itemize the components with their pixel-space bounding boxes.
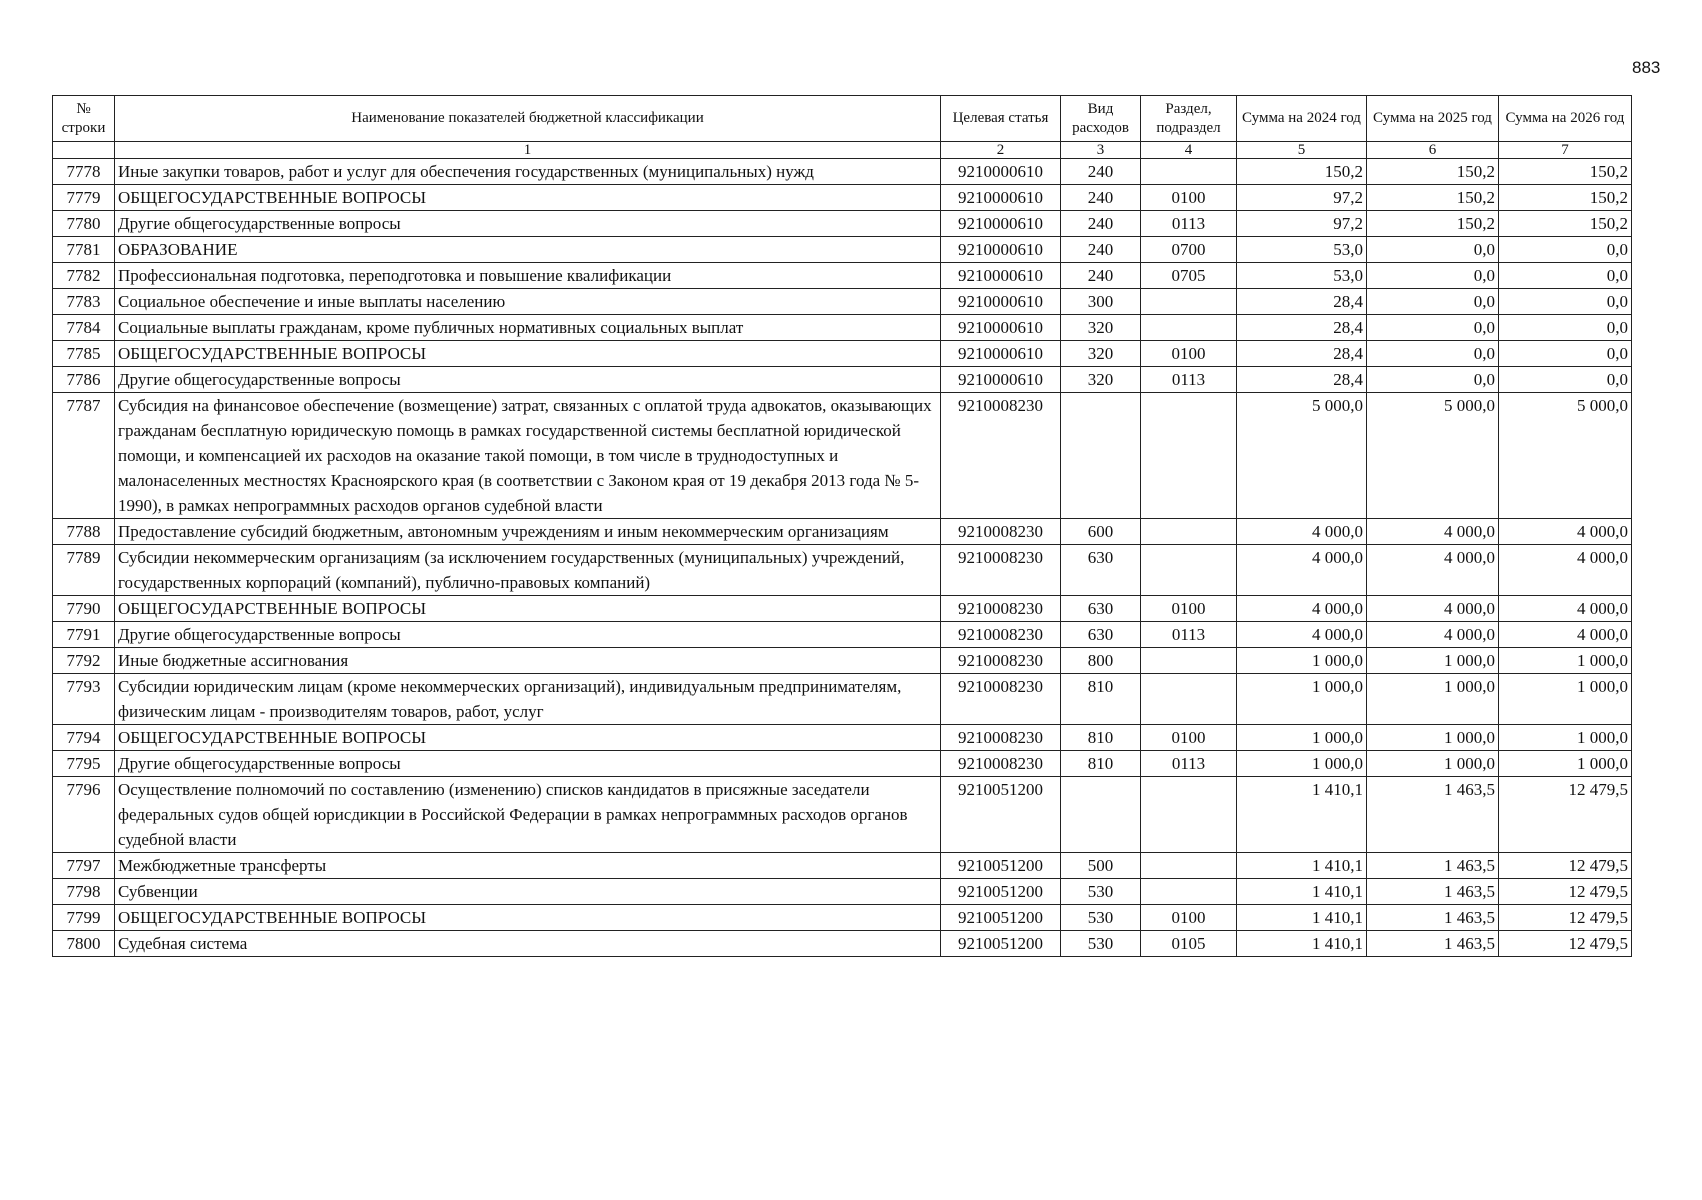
row-sum-2024: 4 000,0 [1237, 545, 1367, 596]
row-expense-kind: 240 [1061, 159, 1141, 185]
row-target-article: 9210008230 [941, 622, 1061, 648]
header-sum-2026: Сумма на 2026 год [1499, 96, 1632, 142]
row-sum-2025: 4 000,0 [1367, 519, 1499, 545]
row-name: Субсидия на финансовое обеспечение (возмещение) затрат, связанных с оплатой труда адвокатов, оказывающих гражданам бесплатную юридическую помощь в рамках государственной системы бесплатной юридической помощи, и компенсацией их расходов на оказание такой помощи, в том числе в труднодоступных и малонаселенных местностях Красноярского края (в соответствии с Законом края от 19 декабря 2013 года № 5-1990), в рамках непрограммных расходов органов судебной власти [115, 393, 941, 519]
row-name: ОБЩЕГОСУДАРСТВЕННЫЕ ВОПРОСЫ [115, 725, 941, 751]
row-section [1141, 777, 1237, 853]
row-section [1141, 159, 1237, 185]
row-sum-2025: 4 000,0 [1367, 545, 1499, 596]
row-sum-2025: 150,2 [1367, 211, 1499, 237]
row-sum-2026: 150,2 [1499, 159, 1632, 185]
row-section [1141, 315, 1237, 341]
row-section: 0113 [1141, 751, 1237, 777]
row-expense-kind: 810 [1061, 674, 1141, 725]
row-expense-kind [1061, 393, 1141, 519]
row-name: Другие общегосударственные вопросы [115, 751, 941, 777]
row-sum-2025: 0,0 [1367, 341, 1499, 367]
row-number: 7787 [53, 393, 115, 519]
row-expense-kind: 240 [1061, 211, 1141, 237]
row-sum-2024: 97,2 [1237, 211, 1367, 237]
row-sum-2025: 4 000,0 [1367, 596, 1499, 622]
header-sum-2025: Сумма на 2025 год [1367, 96, 1499, 142]
column-number: 2 [941, 142, 1061, 159]
table-row [53, 725, 1632, 751]
row-sum-2024: 28,4 [1237, 367, 1367, 393]
row-number: 7788 [53, 519, 115, 545]
row-section: 0100 [1141, 725, 1237, 751]
row-sum-2024: 1 000,0 [1237, 751, 1367, 777]
table-row [53, 596, 1632, 622]
row-name: Предоставление субсидий бюджетным, автономным учреждениям и иным некоммерческим организациям [115, 519, 941, 545]
row-sum-2024: 53,0 [1237, 237, 1367, 263]
row-target-article: 9210008230 [941, 519, 1061, 545]
header-target: Целевая статья [941, 96, 1061, 142]
row-sum-2026: 5 000,0 [1499, 393, 1632, 519]
row-expense-kind: 320 [1061, 315, 1141, 341]
row-sum-2025: 4 000,0 [1367, 622, 1499, 648]
row-sum-2025: 0,0 [1367, 289, 1499, 315]
row-expense-kind: 530 [1061, 905, 1141, 931]
row-expense-kind: 240 [1061, 263, 1141, 289]
row-target-article: 9210008230 [941, 674, 1061, 725]
row-sum-2024: 28,4 [1237, 315, 1367, 341]
row-target-article: 9210051200 [941, 931, 1061, 957]
row-sum-2025: 1 000,0 [1367, 648, 1499, 674]
header-name: Наименование показателей бюджетной классификации [115, 96, 941, 142]
row-section: 0700 [1141, 237, 1237, 263]
row-section [1141, 545, 1237, 596]
column-number: 4 [1141, 142, 1237, 159]
row-target-article: 9210051200 [941, 879, 1061, 905]
row-name: ОБЩЕГОСУДАРСТВЕННЫЕ ВОПРОСЫ [115, 905, 941, 931]
row-section [1141, 674, 1237, 725]
row-expense-kind: 320 [1061, 341, 1141, 367]
header-section: Раздел, подраздел [1141, 96, 1237, 142]
row-name: Другие общегосударственные вопросы [115, 211, 941, 237]
row-sum-2026: 1 000,0 [1499, 674, 1632, 725]
row-sum-2025: 1 000,0 [1367, 725, 1499, 751]
row-sum-2025: 1 000,0 [1367, 674, 1499, 725]
row-name: Межбюджетные трансферты [115, 853, 941, 879]
row-sum-2025: 1 463,5 [1367, 853, 1499, 879]
row-target-article: 9210000610 [941, 315, 1061, 341]
header-kind: Вид расходов [1061, 96, 1141, 142]
row-number: 7786 [53, 367, 115, 393]
row-section: 0100 [1141, 185, 1237, 211]
row-expense-kind: 800 [1061, 648, 1141, 674]
row-target-article: 9210000610 [941, 341, 1061, 367]
row-section [1141, 879, 1237, 905]
row-expense-kind [1061, 777, 1141, 853]
row-number: 7780 [53, 211, 115, 237]
row-section [1141, 519, 1237, 545]
row-sum-2024: 1 000,0 [1237, 674, 1367, 725]
row-expense-kind: 810 [1061, 751, 1141, 777]
row-sum-2025: 5 000,0 [1367, 393, 1499, 519]
row-number: 7782 [53, 263, 115, 289]
row-target-article: 9210000610 [941, 185, 1061, 211]
row-sum-2026: 0,0 [1499, 263, 1632, 289]
row-sum-2026: 1 000,0 [1499, 725, 1632, 751]
row-section: 0705 [1141, 263, 1237, 289]
row-expense-kind: 630 [1061, 622, 1141, 648]
table-row [53, 853, 1632, 879]
row-number: 7785 [53, 341, 115, 367]
row-sum-2026: 4 000,0 [1499, 545, 1632, 596]
row-number: 7789 [53, 545, 115, 596]
row-sum-2024: 1 410,1 [1237, 879, 1367, 905]
row-section [1141, 853, 1237, 879]
row-sum-2025: 0,0 [1367, 263, 1499, 289]
header-sum-2024: Сумма на 2024 год [1237, 96, 1367, 142]
row-name: Субвенции [115, 879, 941, 905]
row-sum-2026: 150,2 [1499, 211, 1632, 237]
row-expense-kind: 240 [1061, 237, 1141, 263]
row-sum-2025: 1 000,0 [1367, 751, 1499, 777]
table-row [53, 393, 1632, 519]
table-row [53, 263, 1632, 289]
row-sum-2025: 0,0 [1367, 315, 1499, 341]
table-row [53, 905, 1632, 931]
row-sum-2026: 0,0 [1499, 315, 1632, 341]
row-expense-kind: 500 [1061, 853, 1141, 879]
row-sum-2024: 28,4 [1237, 289, 1367, 315]
row-sum-2026: 1 000,0 [1499, 751, 1632, 777]
table-row [53, 315, 1632, 341]
table-row [53, 622, 1632, 648]
header-row [53, 96, 1632, 142]
row-sum-2026: 12 479,5 [1499, 777, 1632, 853]
row-name: ОБРАЗОВАНИЕ [115, 237, 941, 263]
row-target-article: 9210008230 [941, 545, 1061, 596]
header-row-no: № строки [53, 96, 115, 142]
row-expense-kind: 530 [1061, 931, 1141, 957]
row-number: 7781 [53, 237, 115, 263]
row-target-article: 9210000610 [941, 211, 1061, 237]
column-number: 1 [115, 142, 941, 159]
table-row [53, 159, 1632, 185]
row-sum-2026: 4 000,0 [1499, 519, 1632, 545]
row-number: 7778 [53, 159, 115, 185]
table-row [53, 751, 1632, 777]
row-sum-2025: 150,2 [1367, 159, 1499, 185]
row-number: 7793 [53, 674, 115, 725]
row-target-article: 9210008230 [941, 393, 1061, 519]
row-sum-2024: 150,2 [1237, 159, 1367, 185]
row-sum-2024: 4 000,0 [1237, 622, 1367, 648]
table-row [53, 185, 1632, 211]
row-name: ОБЩЕГОСУДАРСТВЕННЫЕ ВОПРОСЫ [115, 185, 941, 211]
row-target-article: 9210000610 [941, 289, 1061, 315]
row-target-article: 9210051200 [941, 777, 1061, 853]
column-number: 3 [1061, 142, 1141, 159]
row-sum-2025: 1 463,5 [1367, 879, 1499, 905]
page-number: 883 [1632, 58, 1661, 77]
row-sum-2026: 0,0 [1499, 289, 1632, 315]
row-name: Профессиональная подготовка, переподготовка и повышение квалификации [115, 263, 941, 289]
row-name: Социальные выплаты гражданам, кроме публичных нормативных социальных выплат [115, 315, 941, 341]
table-row [53, 341, 1632, 367]
row-number: 7798 [53, 879, 115, 905]
row-sum-2025: 1 463,5 [1367, 777, 1499, 853]
row-sum-2024: 4 000,0 [1237, 519, 1367, 545]
row-name: Субсидии юридическим лицам (кроме некоммерческих организаций), индивидуальным предпринимателям, физическим лицам - производителям товаров, работ, услуг [115, 674, 941, 725]
row-sum-2024: 1 410,1 [1237, 853, 1367, 879]
row-section [1141, 648, 1237, 674]
row-sum-2026: 150,2 [1499, 185, 1632, 211]
table-row [53, 879, 1632, 905]
row-section [1141, 289, 1237, 315]
row-sum-2026: 12 479,5 [1499, 905, 1632, 931]
row-name: ОБЩЕГОСУДАРСТВЕННЫЕ ВОПРОСЫ [115, 596, 941, 622]
row-section: 0113 [1141, 367, 1237, 393]
row-sum-2024: 28,4 [1237, 341, 1367, 367]
table-row [53, 545, 1632, 596]
row-expense-kind: 600 [1061, 519, 1141, 545]
row-name: Иные бюджетные ассигнования [115, 648, 941, 674]
row-number: 7794 [53, 725, 115, 751]
column-number-row [53, 142, 1632, 159]
table-row [53, 211, 1632, 237]
row-expense-kind: 320 [1061, 367, 1141, 393]
row-target-article: 9210000610 [941, 159, 1061, 185]
row-sum-2024: 53,0 [1237, 263, 1367, 289]
row-expense-kind: 300 [1061, 289, 1141, 315]
row-sum-2024: 1 410,1 [1237, 931, 1367, 957]
row-target-article: 9210008230 [941, 751, 1061, 777]
row-section: 0100 [1141, 596, 1237, 622]
row-sum-2024: 1 410,1 [1237, 905, 1367, 931]
row-sum-2025: 0,0 [1367, 237, 1499, 263]
row-sum-2026: 1 000,0 [1499, 648, 1632, 674]
table-row [53, 674, 1632, 725]
table-row [53, 648, 1632, 674]
row-number: 7784 [53, 315, 115, 341]
row-name: Иные закупки товаров, работ и услуг для обеспечения государственных (муниципальных) нужд [115, 159, 941, 185]
row-target-article: 9210000610 [941, 263, 1061, 289]
table-row [53, 931, 1632, 957]
row-sum-2026: 4 000,0 [1499, 622, 1632, 648]
row-target-article: 9210008230 [941, 648, 1061, 674]
row-target-article: 9210008230 [941, 596, 1061, 622]
row-number: 7796 [53, 777, 115, 853]
row-section [1141, 393, 1237, 519]
row-number: 7795 [53, 751, 115, 777]
row-sum-2026: 12 479,5 [1499, 931, 1632, 957]
table-row [53, 519, 1632, 545]
row-target-article: 9210051200 [941, 853, 1061, 879]
row-number: 7779 [53, 185, 115, 211]
row-expense-kind: 630 [1061, 545, 1141, 596]
row-name: Другие общегосударственные вопросы [115, 622, 941, 648]
column-number: 5 [1237, 142, 1367, 159]
column-number: 7 [1499, 142, 1632, 159]
table-row [53, 237, 1632, 263]
table-row [53, 289, 1632, 315]
row-sum-2026: 12 479,5 [1499, 853, 1632, 879]
row-name: Субсидии некоммерческим организациям (за исключением государственных (муниципальных) учреждений, государственных корпораций (компаний), публично-правовых компаний) [115, 545, 941, 596]
row-name: Осуществление полномочий по составлению (изменению) списков кандидатов в присяжные заседатели федеральных судов общей юрисдикции в Российской Федерации в рамках непрограммных расходов органов судебной власти [115, 777, 941, 853]
row-sum-2024: 1 410,1 [1237, 777, 1367, 853]
row-number: 7797 [53, 853, 115, 879]
row-target-article: 9210000610 [941, 367, 1061, 393]
row-sum-2024: 1 000,0 [1237, 725, 1367, 751]
table-row [53, 367, 1632, 393]
row-sum-2026: 0,0 [1499, 341, 1632, 367]
row-name: Социальное обеспечение и иные выплаты населению [115, 289, 941, 315]
budget-table [52, 95, 1632, 957]
row-name: ОБЩЕГОСУДАРСТВЕННЫЕ ВОПРОСЫ [115, 341, 941, 367]
row-sum-2026: 0,0 [1499, 367, 1632, 393]
row-section: 0113 [1141, 211, 1237, 237]
row-number: 7790 [53, 596, 115, 622]
row-number: 7783 [53, 289, 115, 315]
row-number: 7791 [53, 622, 115, 648]
row-target-article: 9210008230 [941, 725, 1061, 751]
row-sum-2026: 12 479,5 [1499, 879, 1632, 905]
row-expense-kind: 810 [1061, 725, 1141, 751]
row-sum-2026: 0,0 [1499, 237, 1632, 263]
row-expense-kind: 240 [1061, 185, 1141, 211]
row-section: 0105 [1141, 931, 1237, 957]
row-name: Другие общегосударственные вопросы [115, 367, 941, 393]
row-sum-2025: 1 463,5 [1367, 905, 1499, 931]
row-target-article: 9210051200 [941, 905, 1061, 931]
row-expense-kind: 630 [1061, 596, 1141, 622]
row-sum-2025: 150,2 [1367, 185, 1499, 211]
row-name: Судебная система [115, 931, 941, 957]
column-number [53, 142, 115, 159]
row-sum-2025: 0,0 [1367, 367, 1499, 393]
column-number: 6 [1367, 142, 1499, 159]
row-sum-2024: 5 000,0 [1237, 393, 1367, 519]
row-section: 0100 [1141, 905, 1237, 931]
row-sum-2025: 1 463,5 [1367, 931, 1499, 957]
row-sum-2024: 4 000,0 [1237, 596, 1367, 622]
row-sum-2026: 4 000,0 [1499, 596, 1632, 622]
row-sum-2024: 1 000,0 [1237, 648, 1367, 674]
row-section: 0113 [1141, 622, 1237, 648]
row-section: 0100 [1141, 341, 1237, 367]
row-target-article: 9210000610 [941, 237, 1061, 263]
table-row [53, 777, 1632, 853]
row-number: 7792 [53, 648, 115, 674]
row-expense-kind: 530 [1061, 879, 1141, 905]
row-sum-2024: 97,2 [1237, 185, 1367, 211]
row-number: 7799 [53, 905, 115, 931]
row-number: 7800 [53, 931, 115, 957]
